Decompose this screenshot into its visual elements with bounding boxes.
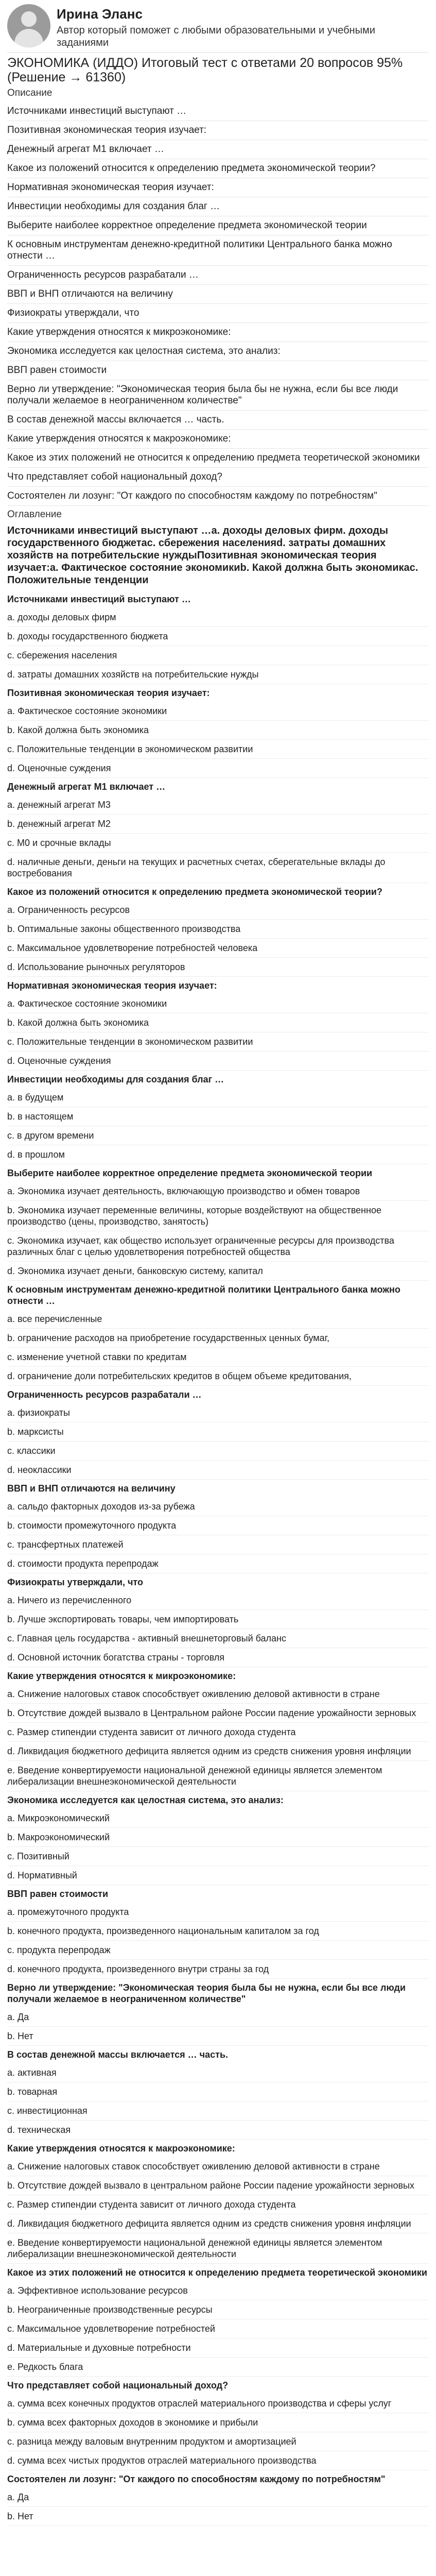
answer-option[interactable]: [7, 2358, 429, 2377]
answer-option[interactable]: [7, 1828, 429, 1847]
answer-option[interactable]: [7, 1847, 429, 1866]
question-text: Что представляет собой национальный доход?: [7, 2380, 229, 2391]
toc-link[interactable]: Источниками инвестиций выступают …: [7, 106, 187, 116]
answer-option[interactable]: [7, 702, 429, 721]
answer-option-link[interactable]: a. активная: [7, 2067, 57, 2078]
answer-option[interactable]: [7, 1088, 429, 1107]
toc-link[interactable]: ВВП равен стоимости: [7, 365, 107, 376]
toc-item[interactable]: [7, 468, 429, 487]
answer-option-link[interactable]: c. изменение учетной ставки по кредитам: [7, 1352, 187, 1362]
answer-option[interactable]: [7, 795, 429, 815]
answer-option[interactable]: [7, 665, 429, 684]
answer-option-link[interactable]: b. Отсутствие дождей вызвало в Центральном районе России падение урожайности зерновых: [7, 1708, 416, 1718]
answer-option-link[interactable]: d. техническая: [7, 2125, 71, 2135]
answer-option[interactable]: [7, 1231, 429, 1262]
answer-option-link[interactable]: d. затраты домашних хозяйств на потребительские нужды: [7, 669, 259, 680]
answer-option-link[interactable]: b. Какой должна быть экономика: [7, 725, 149, 735]
answer-option-link[interactable]: b. стоимости промежуточного продукта: [7, 1520, 177, 1531]
answer-option[interactable]: [7, 2233, 429, 2264]
answer-option-link[interactable]: c. классики: [7, 1446, 56, 1456]
answer-option[interactable]: [7, 2451, 429, 2470]
answer-option[interactable]: [7, 1052, 429, 1071]
question-text: Какие утверждения относятся к макроэкономике:: [7, 2143, 235, 2154]
answer-option-link[interactable]: d. неоклассики: [7, 1465, 72, 1475]
answer-option-link[interactable]: c. разница между валовым внутренним продуктом и амортизацией: [7, 2436, 297, 2447]
answer-option[interactable]: [7, 1442, 429, 1461]
question-text: Выберите наиболее корректное определение предмета экономической теории: [7, 1168, 373, 1178]
answer-option-link[interactable]: c. Размер стипендии студента зависит от личного дохода студента: [7, 2199, 296, 2210]
question-block: [7, 590, 429, 684]
toc-item[interactable]: [7, 361, 429, 380]
question-text: Источниками инвестиций выступают …: [7, 594, 191, 604]
question-text: ВВП и ВНП отличаются на величину: [7, 1483, 176, 1494]
answer-option[interactable]: [7, 2507, 429, 2526]
answer-option-link[interactable]: d. Экономика изучает деньги, банковскую систему, капитал: [7, 1266, 263, 1276]
answer-option[interactable]: [7, 1648, 429, 1667]
answer-option[interactable]: [7, 1591, 429, 1610]
answer-option[interactable]: [7, 1554, 429, 1573]
question-text: Позитивная экономическая теория изучает:: [7, 688, 210, 698]
answer-option[interactable]: [7, 2300, 429, 2319]
answer-option[interactable]: [7, 1403, 429, 1422]
answer-option[interactable]: [7, 2281, 429, 2300]
question-block: [7, 1480, 429, 1573]
question-block: [7, 2470, 429, 2526]
answer-option-link[interactable]: c. сбережения населения: [7, 650, 117, 660]
answer-option-link[interactable]: e. Введение конвертируемости национальной денежной единицы является элементом либерализации внешнеэкономической деятельности: [7, 1765, 382, 1787]
answer-option-link[interactable]: c. Максимальное удовлетворение потребностей человека: [7, 943, 258, 953]
answer-option-link[interactable]: d. ограничение доли потребительских кредитов в общем объеме кредитования,: [7, 1371, 352, 1381]
answer-option[interactable]: [7, 1107, 429, 1126]
answer-option-link[interactable]: b. товарная: [7, 2087, 58, 2097]
answer-option[interactable]: [7, 1535, 429, 1554]
answer-option[interactable]: [7, 2176, 429, 2195]
answer-option-link[interactable]: a. все перечисленные: [7, 1314, 102, 1324]
answer-option-link[interactable]: b. Оптимальные законы общественного производства: [7, 924, 241, 934]
answer-option-link[interactable]: a. Эффективное использование ресурсов: [7, 2285, 188, 2296]
answer-option[interactable]: [7, 901, 429, 920]
question-text: Какое из этих положений не относится к определению предмета теоретической экономики: [7, 2267, 427, 2278]
answer-option[interactable]: [7, 759, 429, 778]
toc-item[interactable]: [7, 178, 429, 197]
answer-option[interactable]: [7, 1422, 429, 1442]
answer-option-link[interactable]: a. Ограниченность ресурсов: [7, 905, 130, 915]
question-block: [7, 778, 429, 883]
answer-option-link[interactable]: a. Да: [7, 2492, 29, 2502]
answer-option-link[interactable]: b. Лучше экспортировать товары, чем импортировать: [7, 1614, 239, 1624]
author-header: [7, 4, 429, 53]
answer-option-link[interactable]: d. наличные деньги, деньги на текущих и расчетных счетах, сберегательные вклады до востребования: [7, 857, 386, 878]
question-block: [7, 1791, 429, 1885]
question-text: Какое из положений относится к определению предмета экономической теории?: [7, 887, 382, 897]
answer-option-link[interactable]: a. Микроэкономический: [7, 1813, 110, 1823]
answer-option-link[interactable]: d. Основной источник богатства страны - торговля: [7, 1652, 225, 1663]
answer-option-link[interactable]: a. Снижение налоговых ставок способствует оживлению деловой активности в стране: [7, 1689, 380, 1699]
answer-option[interactable]: [7, 2008, 429, 2027]
answer-option[interactable]: [7, 1032, 429, 1052]
answer-option-link[interactable]: b. конечного продукта, произведенного национальным капиталом за год: [7, 1926, 319, 1936]
answer-option-link[interactable]: d. Ликвидация бюджетного дефицита является одним из средств снижения уровня инфляции: [7, 2218, 411, 2229]
answer-option-link[interactable]: a. Экономика изучает деятельность, включающую производство и обмен товаров: [7, 1186, 360, 1196]
answer-option-link[interactable]: c. Максимальное удовлетворение потребностей: [7, 2324, 215, 2334]
question-block: [7, 1667, 429, 1791]
question-block: [7, 977, 429, 1071]
author-info: [57, 4, 429, 49]
toc-link[interactable]: Физиократы утверждали, что: [7, 308, 139, 318]
question-text: Ограниченность ресурсов разрабатали …: [7, 1389, 202, 1400]
toc-link[interactable]: Выберите наиболее корректное определение предмета экономической теории: [7, 220, 367, 231]
answer-option-link[interactable]: c. в другом времени: [7, 1130, 94, 1141]
toc-item[interactable]: [7, 285, 429, 304]
answer-option[interactable]: [7, 958, 429, 977]
answer-option[interactable]: [7, 1348, 429, 1367]
toc-item[interactable]: [7, 266, 429, 285]
answer-option[interactable]: [7, 646, 429, 665]
answer-option-link[interactable]: c. М0 и срочные вклады: [7, 838, 111, 848]
table-of-contents-label: Оглавление: [7, 509, 62, 520]
document-title: ЭКОНОМИКА (ИДДО) Итоговый тест с ответами 20 вопросов 95% (Решение → 61360): [7, 56, 403, 84]
answer-option[interactable]: [7, 920, 429, 939]
question-text: Верно ли утверждение: "Экономическая теория была бы не нужна, если бы все люди получали желаемое в неограниченном количестве": [7, 1982, 406, 2004]
toc-link[interactable]: Денежный агрегат М1 включает …: [7, 144, 164, 155]
question-block: [7, 1071, 429, 1164]
question-block: [7, 1979, 429, 2046]
answer-option[interactable]: [7, 1310, 429, 1329]
answer-option[interactable]: [7, 2488, 429, 2507]
answer-option-link[interactable]: b. Макроэкономический: [7, 1832, 110, 1842]
answer-option[interactable]: [7, 2319, 429, 2338]
toc-link[interactable]: Какие утверждения относятся к микроэкономике:: [7, 327, 231, 337]
toc-link[interactable]: ВВП и ВНП отличаются на величину: [7, 289, 173, 299]
answer-option-link[interactable]: c. инвестиционная: [7, 2106, 88, 2116]
answer-option-link[interactable]: b. Неограниченные производственные ресурсы: [7, 2304, 213, 2315]
toc-item[interactable]: [7, 342, 429, 361]
answer-option-link[interactable]: a. сумма всех конечных продуктов отраслей материального производства и сферы услуг: [7, 2398, 392, 2409]
answer-option-link[interactable]: d. сумма всех чистых продуктов отраслей материального производства: [7, 2455, 317, 2466]
answer-option[interactable]: [7, 834, 429, 853]
toc-item[interactable]: [7, 487, 429, 506]
answer-option[interactable]: [7, 2082, 429, 2102]
description-label: Описание: [7, 88, 53, 98]
question-block: [7, 1885, 429, 1979]
answer-option-link[interactable]: a. физиократы: [7, 1408, 70, 1418]
question-list: [7, 102, 429, 506]
question-text: К основным инструментам денежно-кредитной политики Центрального банка можно отнести …: [7, 1284, 400, 1306]
answer-option-link[interactable]: c. Главная цель государства - активный внешнеторговый баланс: [7, 1633, 286, 1643]
answer-option[interactable]: [7, 815, 429, 834]
answer-option-link[interactable]: a. Фактическое состояние экономики: [7, 998, 167, 1009]
question-block: [7, 1573, 429, 1667]
question-text: Физиократы утверждали, что: [7, 1577, 144, 1587]
question-text: Нормативная экономическая теория изучает:: [7, 980, 217, 991]
toc-link[interactable]: Инвестиции необходимы для создания благ …: [7, 201, 220, 212]
answer-option[interactable]: [7, 1145, 429, 1164]
answer-option[interactable]: [7, 1941, 429, 1960]
answer-option[interactable]: [7, 1723, 429, 1742]
answer-option[interactable]: [7, 2121, 429, 2140]
answer-option[interactable]: [7, 2338, 429, 2358]
question-text: Денежный агрегат М1 включает …: [7, 782, 166, 792]
answer-option-link[interactable]: c. Размер стипендии студента зависит от личного дохода студента: [7, 1727, 296, 1737]
author-name[interactable]: Ирина Эланс: [57, 6, 143, 22]
toc-item[interactable]: [7, 216, 429, 235]
answer-option-link[interactable]: c. трансфертных платежей: [7, 1539, 124, 1550]
answer-option-link[interactable]: а. доходы деловых фирм: [7, 612, 116, 622]
answer-option[interactable]: [7, 1685, 429, 1704]
question-block: [7, 684, 429, 778]
answer-option[interactable]: [7, 740, 429, 759]
answer-option[interactable]: [7, 1461, 429, 1480]
answer-option-link[interactable]: d. Нормативный: [7, 1870, 77, 1880]
avatar-body-icon: [14, 29, 43, 47]
answer-option[interactable]: [7, 1629, 429, 1648]
question-text: ВВП равен стоимости: [7, 1889, 109, 1899]
answer-option[interactable]: [7, 1329, 429, 1348]
question-block: [7, 883, 429, 977]
answer-option-link[interactable]: a. денежный агрегат М3: [7, 800, 111, 810]
answer-option[interactable]: [7, 1866, 429, 1885]
answer-option-link[interactable]: c. Позитивный: [7, 1851, 69, 1861]
answer-option[interactable]: [7, 2394, 429, 2413]
toc-link[interactable]: К основным инструментам денежно-кредитной политики Центрального банка можно отнести …: [7, 239, 392, 261]
toc-link[interactable]: Экономика исследуется как целостная система, это анализ:: [7, 346, 281, 357]
answer-option[interactable]: [7, 994, 429, 1013]
document-summary: Источниками инвестиций выступают …а. доходы деловых фирм. доходы государственного бюджетаc. сбережения населенияd. затраты домашних хозяйств на потребительские нуждыПозитивная экономическая теория изучает:a. Фактическое состояние экономикиb. Какой должна быть экономикаc. Положительные тенденции: [7, 525, 418, 586]
answer-option-link[interactable]: c. продукта перепродаж: [7, 1945, 111, 1955]
answer-option-link[interactable]: c. Экономика изучает, как общество использует ограниченные ресурсы для производства различных благ с целью удовлетворения потребностей общества: [7, 1235, 394, 1257]
answer-option[interactable]: [7, 2432, 429, 2451]
question-text: Состоятелен ли лозунг: "От каждого по способностям каждому по потребностям": [7, 2474, 386, 2484]
question-block: [7, 1386, 429, 1480]
answer-option[interactable]: [7, 1516, 429, 1535]
answer-option-link[interactable]: b. сумма всех факторных доходов в экономике и прибыли: [7, 2417, 258, 2428]
question-block: [7, 1281, 429, 1386]
answer-option[interactable]: [7, 1903, 429, 1922]
answer-option-link[interactable]: d. Оценочные суждения: [7, 763, 111, 773]
answer-option-link[interactable]: b. Отсутствие дождей вызвало в центральном районе России падение урожайности зерновых: [7, 2180, 414, 2191]
answer-option[interactable]: [7, 1704, 429, 1723]
avatar-head-icon: [21, 11, 37, 27]
answer-option[interactable]: [7, 627, 429, 646]
answer-option-link[interactable]: e. Редкость блага: [7, 2362, 83, 2372]
answer-option-link[interactable]: a. сальдо факторных доходов из-за рубежа: [7, 1501, 195, 1512]
answer-option[interactable]: [7, 1809, 429, 1828]
question-text: В состав денежной массы включается … часть.: [7, 2049, 229, 2060]
toc-link[interactable]: Верно ли утверждение: "Экономическая теория была бы не нужна, если бы все люди получали желаемое в неограниченном количестве": [7, 384, 398, 406]
question-block: [7, 2264, 429, 2377]
answer-option[interactable]: [7, 1960, 429, 1979]
answer-option-link[interactable]: d. в прошлом: [7, 1149, 65, 1160]
answer-option-link[interactable]: d. Использование рыночных регуляторов: [7, 962, 185, 972]
toc-item[interactable]: [7, 411, 429, 430]
answer-option[interactable]: [7, 1367, 429, 1386]
answer-option-link[interactable]: c. Положительные тенденции в экономическом развитии: [7, 1037, 253, 1047]
answer-option[interactable]: [7, 1201, 429, 1231]
answer-option-link[interactable]: b. доходы государственного бюджета: [7, 631, 168, 641]
answer-option-link[interactable]: c. Положительные тенденции в экономическом развитии: [7, 744, 253, 754]
answer-option[interactable]: [7, 2214, 429, 2233]
toc-item[interactable]: [7, 430, 429, 449]
question-text: Экономика исследуется как целостная система, это анализ:: [7, 1795, 284, 1805]
toc-link[interactable]: Какое из положений относится к определению предмета экономической теории?: [7, 163, 376, 174]
toc-link[interactable]: В состав денежной массы включается … часть.: [7, 414, 224, 425]
answer-option[interactable]: [7, 1497, 429, 1516]
answer-option[interactable]: [7, 853, 429, 883]
toc-item[interactable]: [7, 235, 429, 266]
answer-option-link[interactable]: b. Какой должна быть экономика: [7, 1018, 149, 1028]
question-text: Инвестиции необходимы для создания благ …: [7, 1074, 224, 1084]
answer-option-link[interactable]: a. в будущем: [7, 1092, 64, 1103]
answer-option[interactable]: [7, 608, 429, 627]
answer-option-link[interactable]: e. Введение конвертируемости национальной денежной единицы является элементом либерализации внешнеэкономической деятельности: [7, 2238, 382, 2259]
answer-option[interactable]: [7, 1013, 429, 1032]
answer-option[interactable]: [7, 2195, 429, 2214]
answer-option[interactable]: [7, 2157, 429, 2176]
answer-option-link[interactable]: d. Оценочные суждения: [7, 1056, 111, 1066]
answer-option-link[interactable]: b. ограничение расходов на приобретение государственных ценных бумаг,: [7, 1333, 330, 1343]
toc-link[interactable]: Ограниченность ресурсов разрабатали …: [7, 269, 199, 280]
question-text: Какие утверждения относятся к микроэкономике:: [7, 1671, 236, 1681]
toc-item[interactable]: [7, 449, 429, 468]
toc-link[interactable]: Состоятелен ли лозунг: "От каждого по способностям каждому по потребностям": [7, 490, 377, 501]
toc-link[interactable]: Позитивная экономическая теория изучает:: [7, 125, 207, 135]
answer-option[interactable]: [7, 1182, 429, 1201]
answer-option[interactable]: [7, 939, 429, 958]
answer-option-link[interactable]: a. Ничего из перечисленного: [7, 1595, 132, 1605]
toc-item[interactable]: [7, 121, 429, 140]
answer-option[interactable]: [7, 2063, 429, 2082]
toc-item[interactable]: [7, 140, 429, 159]
answer-option-link[interactable]: b. Экономика изучает переменные величины, которые воздействуют на общественное производство (цены, производство, занятость): [7, 1205, 381, 1227]
answer-option-link[interactable]: a. Да: [7, 2012, 29, 2022]
answer-option-link[interactable]: b. денежный агрегат М2: [7, 819, 111, 829]
answer-option-link[interactable]: d. конечного продукта, произведенного внутри страны за год: [7, 1964, 269, 1974]
answer-option-link[interactable]: b. марксисты: [7, 1427, 64, 1437]
toc-item[interactable]: [7, 197, 429, 216]
answer-option[interactable]: [7, 1761, 429, 1791]
answer-option-link[interactable]: d. Ликвидация бюджетного дефицита является одним из средств снижения уровня инфляции: [7, 1746, 411, 1756]
answer-option-link[interactable]: a. Фактическое состояние экономики: [7, 706, 167, 716]
answer-option[interactable]: [7, 2027, 429, 2046]
author-description: Автор который поможет с любыми образовательными и учебными заданиями: [57, 25, 375, 48]
question-block: [7, 2140, 429, 2264]
answer-option[interactable]: [7, 1262, 429, 1281]
toc-link[interactable]: Какие утверждения относятся к макроэкономике:: [7, 433, 231, 444]
answer-option-link[interactable]: d. Материальные и духовные потребности: [7, 2343, 191, 2353]
toc-item[interactable]: [7, 159, 429, 178]
toc-item[interactable]: [7, 380, 429, 411]
avatar[interactable]: [7, 4, 50, 47]
question-block: [7, 1164, 429, 1281]
answer-option-link[interactable]: b. в настоящем: [7, 1111, 74, 1122]
answer-option-link[interactable]: d. стоимости продукта перепродаж: [7, 1558, 159, 1569]
answer-option[interactable]: [7, 1922, 429, 1941]
answer-option-link[interactable]: a. Снижение налоговых ставок способствует оживлению деловой активности в стране: [7, 2161, 380, 2172]
answer-option[interactable]: [7, 721, 429, 740]
answer-option[interactable]: [7, 1126, 429, 1145]
answer-option[interactable]: [7, 1610, 429, 1629]
answer-option-link[interactable]: b. Нет: [7, 2511, 33, 2521]
toc-item[interactable]: [7, 102, 429, 121]
toc-link[interactable]: Какое из этих положений не относится к определению предмета теоретической экономики: [7, 452, 420, 463]
questions-section: [7, 590, 429, 2526]
toc-link[interactable]: Что представляет собой национальный доход?: [7, 471, 222, 482]
answer-option[interactable]: [7, 2413, 429, 2432]
question-block: [7, 2377, 429, 2470]
toc-item[interactable]: [7, 323, 429, 342]
toc-link[interactable]: Нормативная экономическая теория изучает:: [7, 182, 214, 193]
answer-option-link[interactable]: b. Нет: [7, 2031, 33, 2041]
toc-item[interactable]: [7, 304, 429, 323]
answer-option[interactable]: [7, 1742, 429, 1761]
answer-option-link[interactable]: a. промежуточного продукта: [7, 1907, 129, 1917]
question-block: [7, 2046, 429, 2140]
answer-option[interactable]: [7, 2102, 429, 2121]
